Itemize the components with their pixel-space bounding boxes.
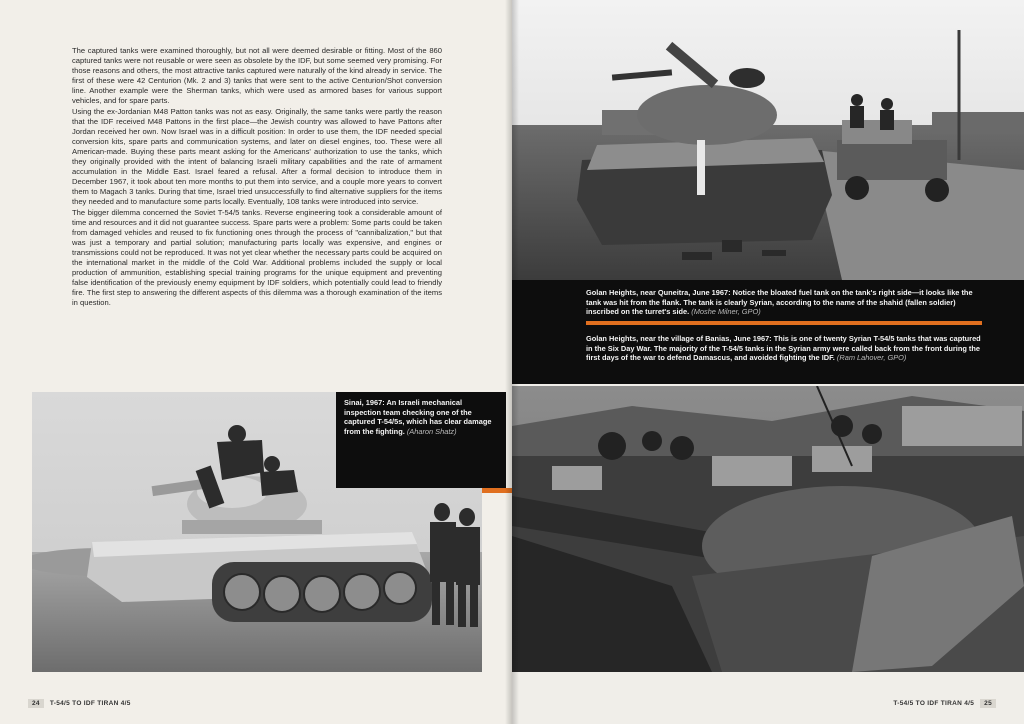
page-number: 24 — [28, 699, 44, 708]
book-gutter — [505, 0, 519, 724]
banias-caption — [586, 334, 984, 363]
left-footer — [22, 699, 131, 708]
caption-credit: (Aharon Shatz) — [406, 426, 457, 436]
caption-text: Sinai, 1967: An Israeli mechanical inspection team checking one of the captured T-54/5s, which has clear damage from the fighting. — [344, 398, 492, 436]
right-page — [512, 0, 1024, 724]
caption-credit: (Ram Lahover, GPO) — [836, 353, 907, 363]
right-footer — [893, 699, 1002, 708]
paragraph: The bigger dilemma concerned the Soviet T-54/5 tanks. Reverse engineering took a considerable amount of time and resources and it did not guarantee success. Spare parts were a problem: Some parts could be taken from damaged vehicles and reused to fix functioning ones through the process of "cannibalization," but that was just a temporary and partial solution; manufacturing parts locally was expensive, and engines or transmissions could not be reproduced. It was not yet clear whether the necessary parts could be acquired on the international market in the middle of the Cold War. Additional problems included the supply or local production of ammunition, establishing special training programs for the unique equipment and preventing false identification of the previously enemy equipment by IDF soldiers, which potentially could lead to friendly fire. The first step to answering the different aspects of this dilemma was a thorough examination of the items in question. — [72, 207, 442, 308]
caption-panel — [512, 280, 1024, 384]
running-title: T-54/5 TO IDF TIRAN 4/5 — [893, 700, 975, 707]
running-title: T-54/5 TO IDF TIRAN 4/5 — [49, 700, 131, 707]
caption-text: Golan Heights, near Quneitra, June 1967: Notice the bloated fuel tank on the tank's right side—it looks like the tank was hit from the flank. The tank is clearly Syrian, according to the name of the shahid (fallen soldier) inscribed on the turret's side. — [586, 288, 973, 317]
sinai-caption — [336, 392, 506, 488]
body-text — [72, 46, 442, 308]
banias-tank-photo — [512, 386, 1024, 672]
caption-credit: (Moshe Milner, GPO) — [691, 307, 761, 317]
quneitra-tank-photo — [512, 0, 1024, 280]
caption-text: Golan Heights, near the village of Banias, June 1967: This is one of twenty Syrian T-54/5 tanks that was captured in the Six Day War. The majority of the T-54/5 tanks in the Syrian army were called back from the front during the first days of the war to defend Damascus, and avoided fighting the IDF. — [586, 334, 981, 363]
quneitra-caption — [586, 288, 978, 317]
paragraph: Using the ex-Jordanian M48 Patton tanks was not as easy. Originally, the same tanks were partly the reason that the IDF received M48 Pattons in the first place—the Jewish country was allowed to have Pattons after Jordan received her own. Now Israel was in a difficult position: In order to use them, the IDF needed special conversion kits, spare parts and communication systems, and later on diesel engines, too. These were all American-made. Buying these parts meant asking for the Americans' authorization to use the tanks, which they originally provided with the intent of balancing Israeli military capabilities and the rate of armament accumulation in the Middle East. Israel feared a refusal. After a formal decision to introduce them in December 1967, it took about ten more months to put them into service, and a couple more years to convert them to Magach 3 tanks. During that time, Israel tried unsuccessfully to find alternative suppliers for the items they needed and to manufacture some parts locally. Eventually, 108 tanks were introduced into service. — [72, 106, 442, 207]
accent-bar — [586, 321, 982, 325]
page-number: 25 — [980, 699, 996, 708]
paragraph: The captured tanks were examined thoroughly, but not all were deemed desirable or fitting. Most of the 860 captured tanks were not reusable or were seen as obsolete by the IDF, but some seemed very promising. For those reasons and others, the most attractive tanks captured were naturally of the kind already in service. The first of these were 42 Centurion (Mk. 2 and 3) tanks that were sent to the active Centurion/Shot conversion line. Another example were the Sherman tanks, which were used as armored bases for various support vehicles, and for spare parts. — [72, 46, 442, 106]
